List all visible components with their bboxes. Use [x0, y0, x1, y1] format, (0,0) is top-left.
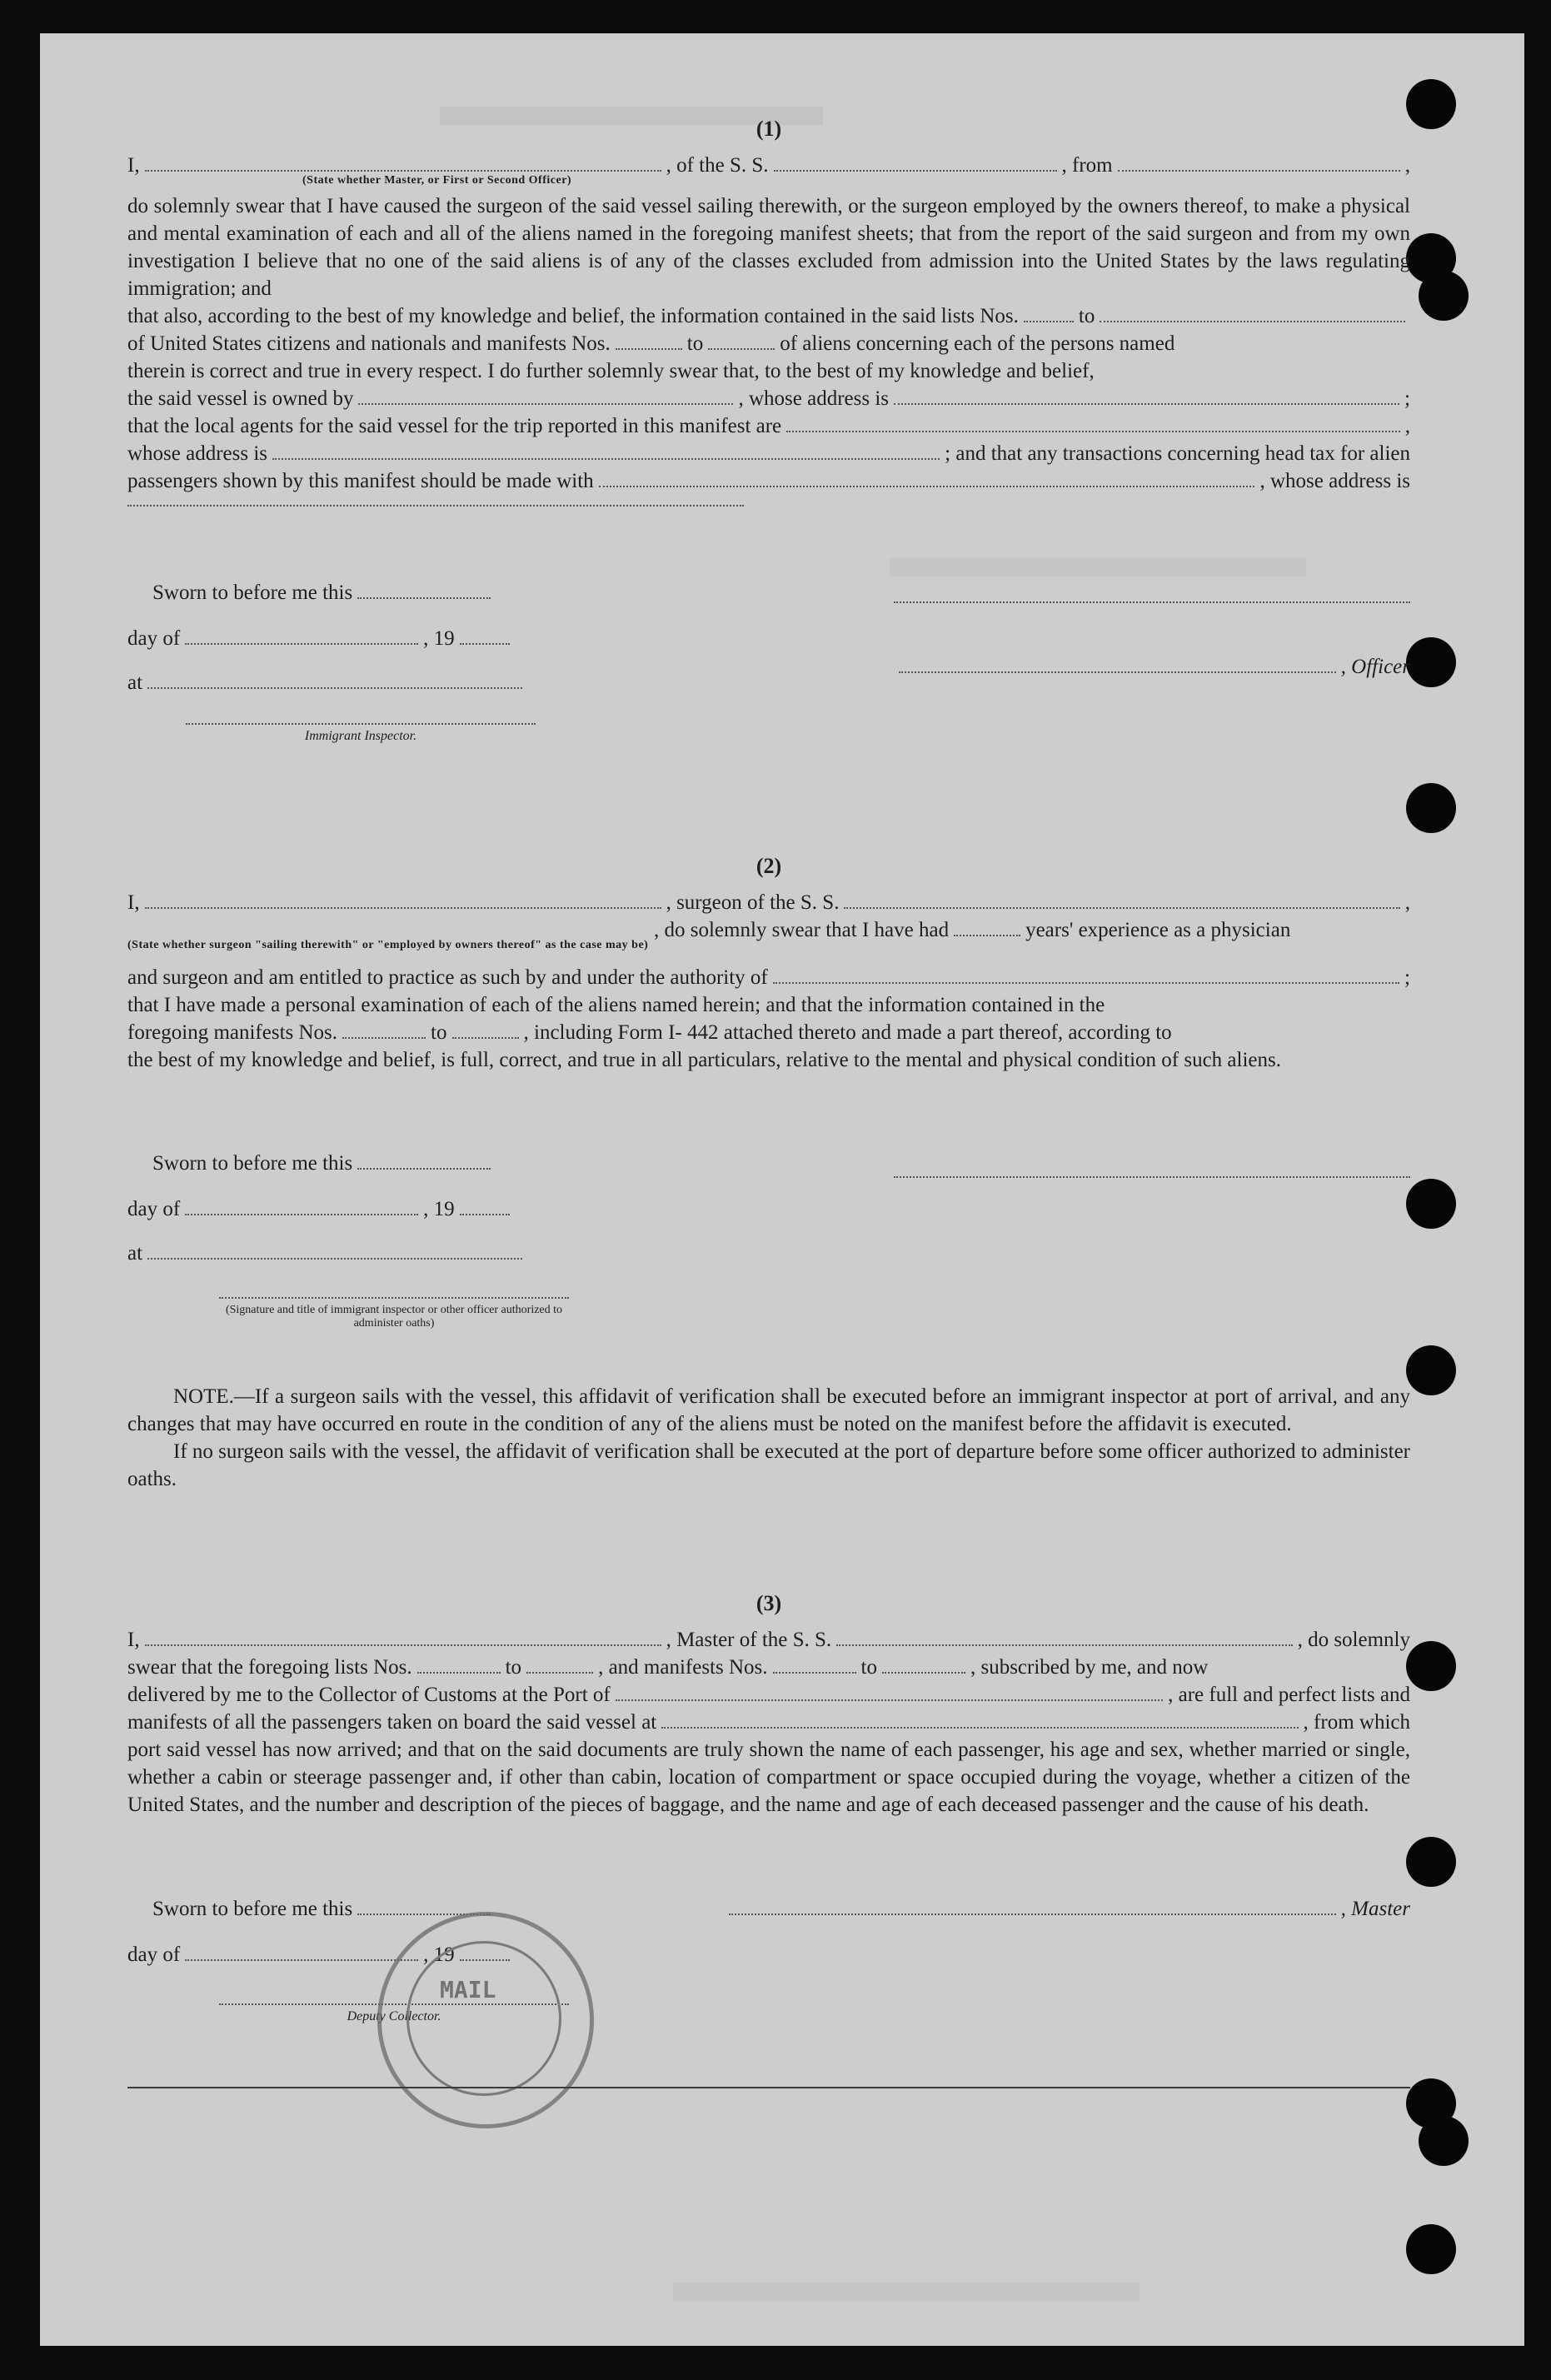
- punch-hole: [1406, 79, 1456, 129]
- owned-label: the said vessel is owned by: [127, 387, 354, 410]
- citizens-rest-label: of aliens concerning each of the persons named: [780, 332, 1175, 355]
- owned-line: [127, 385, 1410, 412]
- note-1: NOTE.—If a surgeon sails with the vessel, this affidavit of verification shall be executed before an immigrant inspector at port of arrival, and any changes that may have occurred en route in the condition of any of the aliens must be noted on the manifest before the affidavit is executed.: [127, 1385, 1410, 1435]
- examination-line: that I have made a personal examination of each of the aliens named herein; and that the information contained in the: [127, 994, 1105, 1016]
- years-label: years' experience as a physician: [1025, 919, 1291, 941]
- departure-port-field[interactable]: [661, 1712, 1298, 1729]
- section-number: (2): [756, 854, 782, 878]
- note-block: [127, 1383, 1410, 1493]
- surgeon-line: [127, 889, 1410, 916]
- to-label: to: [860, 1656, 877, 1679]
- to-label: to: [431, 1021, 447, 1044]
- citizens-label: of United States citizens and nationals and manifests Nos.: [127, 332, 611, 355]
- punch-hole: [1406, 783, 1456, 833]
- head-tax-address-field[interactable]: [127, 503, 744, 506]
- inspector-caption: Immigrant Inspector.: [304, 729, 417, 743]
- list-no-to-field[interactable]: [526, 1657, 593, 1674]
- oath-paragraph: do solemnly swear that I have caused the surgeon of the said vessel sailing therewith, or the surgeon employed by the owners thereof, to make a physical and mental examination of each and all of the aliens named in the foregoing manifest sheets; that from the report of the said surgeon and from my own investigation I believe that no one of the said aliens is of any of the classes excluded from admission into the United States by the laws regulating immigration; and: [127, 195, 1410, 300]
- entitled-line: [127, 964, 1410, 991]
- swear-lists-line: [127, 1654, 1410, 1681]
- month-field[interactable]: [185, 628, 418, 645]
- manifests-line: [127, 1709, 1410, 1736]
- sworn-day-field[interactable]: [357, 1153, 491, 1170]
- owner-address-label: , whose address is: [738, 387, 890, 410]
- list-no-from-field[interactable]: [1024, 306, 1074, 322]
- manifest-no-to-field[interactable]: [452, 1022, 519, 1039]
- at-label: at: [127, 671, 143, 694]
- subscribed-label: , subscribed by me, and now: [970, 1656, 1209, 1679]
- manifest-sheet: [40, 33, 1524, 2346]
- postmark-inner-ring: [406, 1941, 561, 2096]
- head-tax-address-label: , whose address is: [1259, 470, 1410, 492]
- punch-hole: [1419, 2116, 1469, 2166]
- agents-address-label: whose address is: [127, 442, 268, 465]
- comma: ,: [1404, 415, 1410, 437]
- note-2: If no surgeon sails with the vessel, the affidavit of verification shall be executed at the port of departure before some officer authorized to administer oaths.: [127, 1440, 1410, 1490]
- best-knowledge-paragraph: the best of my knowledge and belief, is full, correct, and true in all particulars, relative to the mental and physical condition of such aliens.: [127, 1049, 1281, 1071]
- punch-hole: [1406, 1179, 1456, 1229]
- officer-signature-line[interactable]: [894, 600, 1410, 603]
- vessel-name-field[interactable]: [774, 155, 1057, 172]
- swear-label: swear that the foregoing lists Nos.: [127, 1656, 412, 1679]
- month-field[interactable]: [185, 1944, 418, 1961]
- therein-line: therein is correct and true in every respect. I do further solemnly swear that, to the best of my knowledge and belief,: [127, 360, 1095, 382]
- master-label: , Master: [1340, 1898, 1410, 1920]
- authority-field[interactable]: [773, 967, 1399, 984]
- bottom-rule: [127, 2087, 1410, 2088]
- manifest-no-to-field[interactable]: [708, 333, 775, 350]
- owner-address-field[interactable]: [894, 388, 1399, 405]
- sworn-block-3: [127, 1895, 1410, 2023]
- agents-field[interactable]: [786, 416, 1400, 432]
- agents-address-line: [127, 440, 1410, 467]
- label-comma: ,: [1404, 154, 1410, 177]
- label-i: I,: [127, 154, 140, 177]
- sworn-block-2: [127, 1150, 711, 1330]
- place-field[interactable]: [147, 1243, 522, 1260]
- stamp-text: MAIL: [440, 1976, 496, 2003]
- manifest-no-from-field[interactable]: [616, 333, 682, 350]
- year-label: , 19: [423, 627, 455, 650]
- arrival-paragraph: port said vessel has now arrived; and that on the said documents are truly shown the name of each passenger, his age and sex, whether married or single, whether a cabin or steerage passenger and, if other than cabin, location of compartment or space occupied during the voyage, whether a citizen of the United States, and the number and description of the pieces of baggage, and the name and age of each deceased passenger and the cause of his death.: [127, 1739, 1410, 1816]
- bleed-through-mark: [890, 558, 1306, 576]
- punch-hole: [1406, 1345, 1456, 1395]
- foregoing-label: foregoing manifests Nos.: [127, 1021, 338, 1044]
- list-no-to-field[interactable]: [1100, 306, 1405, 322]
- manifests-label: , and manifests Nos.: [598, 1656, 768, 1679]
- section-number: (1): [756, 117, 782, 141]
- from-port-field[interactable]: [1118, 155, 1400, 172]
- label-from: , from: [1061, 154, 1113, 177]
- surgeon-type-field[interactable]: [145, 892, 661, 909]
- day-of-label: day of: [127, 1198, 181, 1220]
- surgeon-signature-field[interactable]: [894, 1175, 1410, 1178]
- affidavit-section-1: [127, 117, 1410, 743]
- entitled-label: and surgeon and am entitled to practice as such by and under the authority of: [127, 966, 768, 989]
- agents-address-field[interactable]: [272, 443, 940, 460]
- manifest-no-from-field[interactable]: [773, 1657, 856, 1674]
- surgeon-caption: (State whether surgeon "sailing therewith" or "employed by owners thereof" as the case may be): [127, 939, 649, 951]
- years-field[interactable]: [954, 920, 1020, 936]
- master-signature-field[interactable]: [729, 1899, 1335, 1915]
- list-no-from-field[interactable]: [417, 1657, 501, 1674]
- bleed-through-mark: [673, 2283, 1140, 2301]
- vessel-name-field[interactable]: [844, 892, 1399, 909]
- sworn-day-field[interactable]: [357, 582, 491, 599]
- signature-caption: (Signature and title of immigrant inspector or other officer authorized to administer oaths): [225, 1304, 563, 1330]
- year-field[interactable]: [460, 1199, 510, 1215]
- place-field[interactable]: [147, 672, 522, 689]
- manifest-no-from-field[interactable]: [342, 1022, 426, 1039]
- delivered-line: [127, 1681, 1410, 1709]
- head-tax-contact-field[interactable]: [599, 471, 1255, 487]
- affidavit-section-2: [127, 854, 1410, 1490]
- year-label: , 19: [423, 1198, 455, 1220]
- form-label: , including Form I- 442 attached thereto and made a part thereof, according to: [523, 1021, 1172, 1044]
- punch-hole: [1419, 271, 1469, 321]
- to-label: to: [686, 332, 704, 355]
- surgeon-signature-block: [894, 1175, 1410, 1178]
- label-of-ss: , of the S. S.: [666, 154, 769, 177]
- manifests-on-board-label: manifests of all the passengers taken on board the said vessel at: [127, 1711, 657, 1734]
- officer-caption: (State whether Master, or First or Second Officer): [302, 174, 572, 187]
- do-swear-label: , do solemnly: [1297, 1629, 1410, 1651]
- officer-signature-block: [894, 600, 1410, 681]
- punch-hole: [1406, 1641, 1456, 1691]
- lists-line: [127, 302, 1410, 330]
- agents-line: [127, 412, 1410, 440]
- semicolon: ;: [1404, 387, 1410, 410]
- agents-label: that the local agents for the said vessel for the trip reported in this manifest are: [127, 415, 782, 437]
- deputy-caption: Deputy Collector.: [347, 2009, 441, 2023]
- at-label: at: [127, 1242, 143, 1265]
- foregoing-line: [127, 1019, 1410, 1046]
- sworn-label: Sworn to before me this: [152, 581, 353, 604]
- inspector-signature-field[interactable]: [186, 721, 536, 725]
- section-number: (3): [756, 1591, 782, 1615]
- month-field[interactable]: [185, 1199, 418, 1215]
- passengers-label: passengers shown by this manifest should be made with: [127, 470, 594, 492]
- vessel-name-field[interactable]: [836, 1629, 1292, 1646]
- lists-label: that also, according to the best of my knowledge and belief, the information contained in the said lists Nos.: [127, 305, 1019, 327]
- to-label: to: [505, 1656, 522, 1679]
- delivered-label: delivered by me to the Collector of Customs at the Port of: [127, 1684, 611, 1706]
- day-of-label: day of: [127, 627, 181, 650]
- master-name-field[interactable]: [145, 1629, 661, 1646]
- comma: ,: [1404, 891, 1410, 914]
- year-field[interactable]: [460, 628, 510, 645]
- master-of-label: , Master of the S. S.: [666, 1629, 832, 1651]
- head-tax-line: [127, 467, 1410, 495]
- master-line: [127, 1626, 1410, 1654]
- do-swear-label: , do solemnly swear that I have had: [654, 919, 950, 941]
- label-i: I,: [127, 891, 140, 914]
- label-i: I,: [127, 1629, 140, 1651]
- day-of-label: day of: [127, 1943, 181, 1966]
- to-label: to: [1078, 305, 1095, 327]
- head-tax-label: ; and that any transactions concerning head tax for alien: [945, 442, 1410, 465]
- full-lists-label: , are full and perfect lists and: [1168, 1684, 1410, 1706]
- sworn-label: Sworn to before me this: [152, 1898, 353, 1920]
- officer-label: , Officer: [1340, 656, 1410, 678]
- punch-hole: [1406, 637, 1456, 687]
- owner-field[interactable]: [358, 388, 733, 405]
- manifest-no-to-field[interactable]: [882, 1657, 965, 1674]
- citizens-line: [127, 330, 1410, 357]
- sworn-label: Sworn to before me this: [152, 1152, 353, 1175]
- inspector-signature-field[interactable]: [219, 1295, 569, 1299]
- punch-hole: [1406, 1837, 1456, 1887]
- surgeon-of-label: , surgeon of the S. S.: [666, 891, 840, 914]
- semicolon: ;: [1404, 966, 1410, 989]
- officer-signature-field[interactable]: [899, 656, 1336, 673]
- year-label: , 19: [423, 1943, 455, 1966]
- punch-hole: [1406, 2224, 1456, 2274]
- sworn-block-1: [127, 579, 711, 743]
- from-which-label: , from which: [1303, 1711, 1410, 1734]
- officer-rank-field[interactable]: [145, 155, 661, 172]
- port-field[interactable]: [616, 1684, 1163, 1701]
